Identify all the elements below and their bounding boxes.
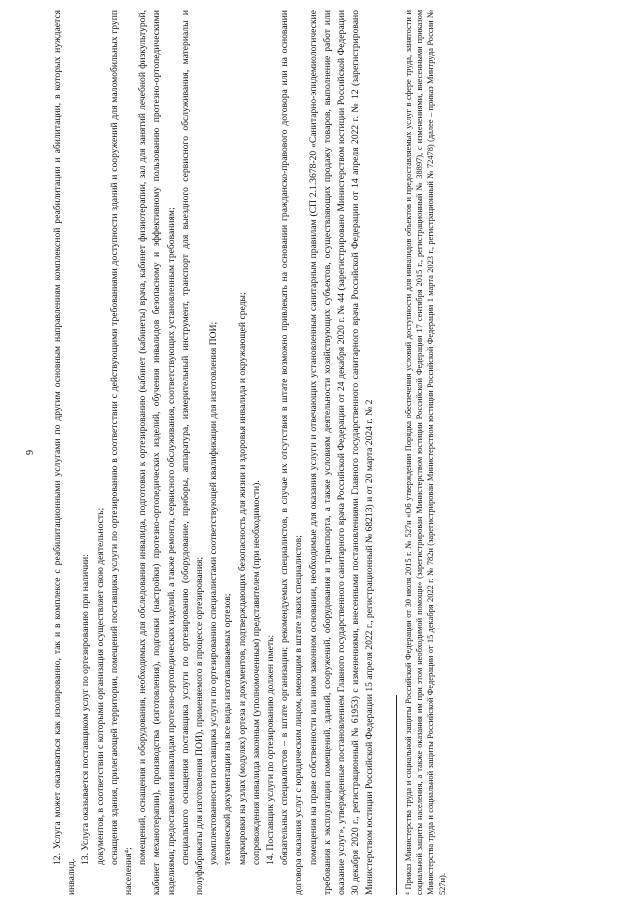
paragraph-13: 13. Услуга оказывается поставщиком услуг по ортезированию при наличии: — [80, 554, 92, 865]
rotated-page-frame — [25, 10, 625, 895]
footnote-separator — [396, 695, 397, 895]
page-content — [25, 10, 625, 895]
paragraph-technical-docs: технической документации на все виды изготавливаемых ортезов; — [222, 593, 234, 865]
paragraph-specialists: обязательных специалистов – в штате организации; рекомендуемых специалистов, в случае их отсутствия в штате возможно привлекать на основании гражданско-правового договора или на основании договора оказания услуг с юридическим лицом, имеющим в штате таких специалистов; — [279, 10, 305, 895]
page-number: 9 — [25, 450, 36, 455]
paragraph-documents: документов, в соответствии с которыми организация осуществляет свою деятельность; — [94, 507, 106, 865]
footnote-4: ⁴ Приказ Министерства труда и социальной защиты Российской Федерации от 30 июля 2015 г. № 527н «Об утверждении Порядка обеспечения условий доступности для инвалидов объектов и предоставляемых услуг в сфере труда, занятости и социальной защиты населения, а также оказания им при этом необходимой помощи» (зарегистрирован Министерством юстиции Российской Федерации 17 сентября 2015 г., регистрационный № 38897), с изменениями, внесенными приказом Министерства труда и социальной защиты Российской Федерации от 15 декабря 2022 г. № 782н (зарегистрирован Министерством юстиции Российской Федерации 1 марта 2023 г., регистрационный № 72478) (далее – приказ Минтруда России № 527н). — [403, 10, 447, 895]
paragraph-marking: маркировки на узлах (модулях) ортеза и документов, подтверждающих безопасность для жизни и здоровья инвалида и окружающей среды; — [236, 292, 248, 865]
paragraph-premises: помещений, оснащения и оборудования, необходимых для обследования инвалида, подготовки к ортезированию (кабинет (кабинеты) врача, кабинет физиотерапии, зал для занятий лечебной физкультурой, кабинет механотерапии), производства (изготовления), подгонки (настройки) протезно-ортопедических изделий, обучения инвалидов безопасному и эффективному пользованию протезно-ортопедическими изделиями, предоставления инвалидам протезно-ортопедических изделий, а также ремонта, сервисного обслуживания, соответствующих установленным требованиям; — [137, 10, 177, 895]
paragraph-staffing: укомплектованности поставщика услуги по ортезированию специалистами соответствующей квалификации для изготовления ПОИ; — [208, 321, 220, 865]
paragraph-12: 12. Услуга может оказываться как изолированно, так и в комплексе с реабилитационными услугами по другим основным направлениям комплексной реабилитации и абилитации, в которых нуждается инвалид. — [52, 10, 78, 895]
paragraph-sanitary-premises: помещения на праве собственности или ином законном основании, необходимые для оказания услуги и отвечающих установленным санитарным правилам (СП 2.1.3678-20 «Санитарно-эпидемиологические требования к эксплуатации помещений, зданий, сооружений, оборудования и транспорта, а также условиям деятельности хозяйствующих субъектов, осуществляющих продажу товаров, выполнение работ или оказание услуг», утвержденные постановлением Главного государственного санитарного врача Российской Федерации от 24 декабря 2020 г. № 44 (зарегистрировано Министерством юстиции Российской Федерации 30 декабря 2020 г., регистрационный № 61953) с изменениями, внесенными постановлениями Главного государственного санитарного врача Российской Федерации от 14 апреля 2022 г. № 12 (зарегистрировано Министерством юстиции Российской Федерации 15 апреля 2022 г., регистрационный № 68213) и от 20 марта 2024 г. № 2 — [307, 10, 376, 895]
paragraph-special-equipment: специального оснащения поставщика услуги по ортезированию (оборудование, приборы, аппаратура, измерительный инструмент, транспорт для выездного сервисного обслуживания, материалы и полуфабрикаты для изготовления ПОИ), применяемого в процессе ортезирования; — [179, 10, 206, 895]
paragraph-accompaniment: сопровождения инвалида законным (уполномоченным) представителем (при необходимости). — [250, 480, 262, 865]
paragraph-14: 14. Поставщик услуги по ортезированию должен иметь: — [265, 634, 277, 865]
paragraph-accessibility: оснащения здания, прилегающей территории, помещений поставщика услуги по ортезированию в соответствии с действующими требованиями доступности зданий и сооружений для маломобильных групп населения⁴; — [108, 10, 135, 895]
